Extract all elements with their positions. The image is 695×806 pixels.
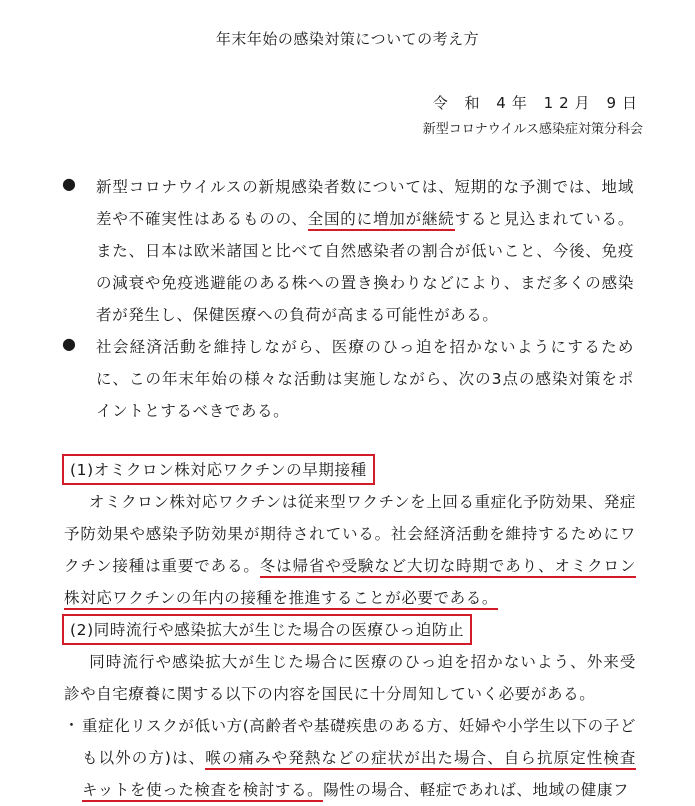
bullet-paragraph-2: 社会経済活動を維持しながら、医療のひっ迫を招かないようにするために、この年末年始の様々な活動は実施しながら、次の3点の感染対策をポイントとするべきである。 — [96, 338, 634, 420]
document-title: 年末年始の感染対策についての考え方 — [215, 30, 480, 48]
section-2-bullet-text-a: 重症化リスクが低い方(高齢者や基礎疾患のある方、妊婦や小学生以下の子ども以外の方)は、 — [82, 717, 636, 767]
sub-bullet-marker: ・ — [64, 716, 80, 734]
bullet-1-text-a: 新型コロナウイルスの新規感染者数については、短期的な予測では、地域差や不確実性はあるものの、 — [96, 178, 634, 228]
bullet-1-text-b: すると見込まれている。また、日本は欧米諸国と比べて自然感染者の割合が低いこと、今後、免疫の減衰や免疫逃避能のある株への置き換わりなどにより、まだ多くの感染者が発生し、保健医療への負荷が高まる可能性がある。 — [96, 210, 634, 324]
section-1-heading: (1)オミクロン株対応ワクチンの早期接種 — [62, 454, 375, 485]
section-2-heading: (2)同時流行や感染拡大が生じた場合の医療ひっ迫防止 — [62, 614, 472, 645]
underlined-phrase: 喉の痛みや発熱などの症状が出た場合、自ら抗原定性検査キットを使った検査を検討する。 — [82, 749, 636, 802]
underlined-phrase: 全国的に増加が継続 — [308, 210, 455, 231]
section-1-paragraph — [64, 486, 636, 614]
document-date: 令 和 4年 12月 9日 — [432, 94, 643, 112]
section-2-bullet-text-b: 陽性の場合、軽症であれば、地域の健康フ — [323, 781, 630, 799]
underlined-phrase: 冬は帰省や受験など大切な時期であり、オミクロン株対応ワクチンの年内の接種を推進することが必要である。 — [64, 557, 636, 610]
section-2-paragraph — [64, 646, 636, 710]
section-1-text: オミクロン株対応ワクチンは従来型ワクチンを上回る重症化予防効果、発症予防効果や感染予防効果が期待されている。社会経済活動を維持するためにワクチン接種は重要である。 — [64, 493, 636, 575]
bullet-paragraph-1 — [96, 171, 634, 331]
document-organization: 新型コロナウイルス感染症対策分科会 — [422, 122, 643, 137]
bullet-marker: ● — [62, 174, 76, 193]
section-2-bullet-paragraph — [82, 710, 636, 806]
section-2-text: 同時流行や感染拡大が生じた場合に医療のひっ迫を招かないよう、外来受診や自宅療養に関する以下の内容を国民に十分周知していく必要がある。 — [64, 653, 636, 703]
bullet-marker: ● — [62, 334, 76, 353]
